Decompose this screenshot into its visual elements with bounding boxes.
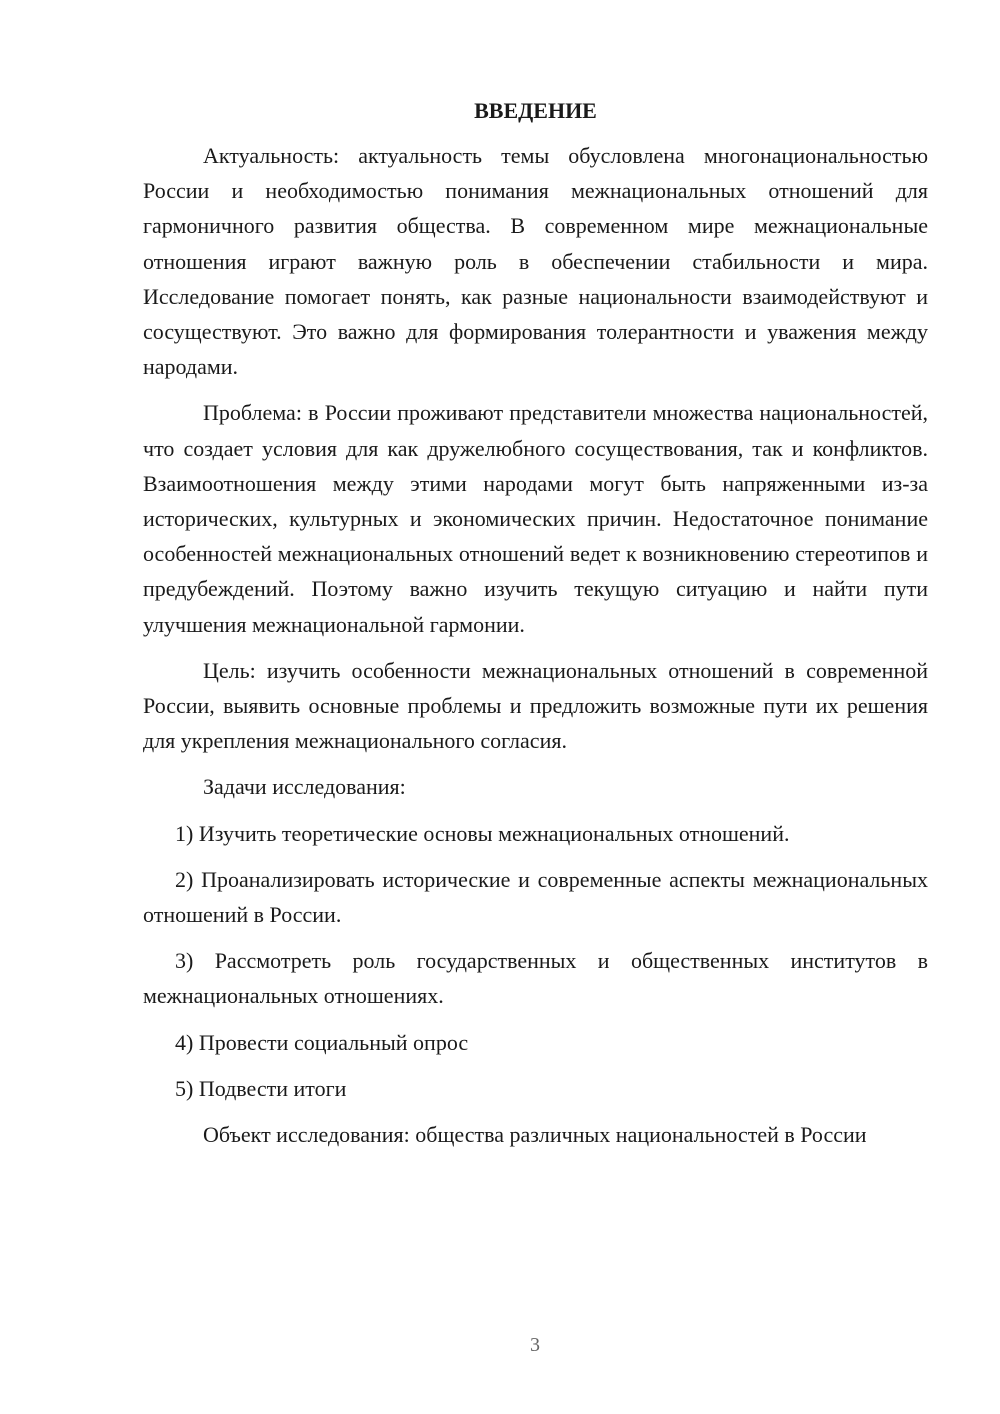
section-title: ВВЕДЕНИЕ (474, 98, 597, 123)
document-page (143, 96, 928, 1163)
task-item-5: 5) Подвести итоги (175, 1075, 347, 1101)
paragraph-goal: Цель: изучить особенности межнациональных отношений в современной России, выявить основные проблемы и предложить возможные пути их решения для укрепления межнационального согласия. (143, 657, 928, 754)
task-item-2: 2) Проанализировать исторические и современные аспекты межнациональных отношений в России. (143, 866, 928, 928)
paragraph-tasks-heading: Задачи исследования: (203, 774, 406, 800)
task-item-3: 3) Рассмотреть роль государственных и общественных институтов в межнациональных отношениях. (143, 948, 928, 1009)
task-item-1: 1) Изучить теоретические основы межнациональных отношений. (175, 820, 790, 846)
paragraph-object: Объект исследования: общества различных национальностей в России (203, 1122, 867, 1148)
paragraph-problem: Проблема: в России проживают представители множества национальностей, что создает условия для как дружелюбного сосуществования, так и конфликтов. Взаимоотношения между этими народами могут быть напряженными из-за исторических, культурных и экономических причин. Недостаточное понимание особенностей межнациональных отношений ведет к возникновению стереотипов и предубеждений. Поэтому важно изучить текущую ситуацию и найти пути улучшения межнациональной гармонии. (143, 400, 928, 637)
page-number: 3 (530, 1334, 540, 1356)
task-item-4: 4) Провести социальный опрос (175, 1029, 469, 1055)
paragraph-relevance: Актуальность: актуальность темы обусловлена многонациональностью России и необходимостью понимания межнациональных отношений для гармоничного развития общества. В современном мире межнациональные отношения играют важную роль в обеспечении стабильности и мира. Исследование помогает понять, как разные национальности взаимодействуют и сосуществуют. Это важно для формирования толерантности и уважения между народами. (143, 143, 928, 380)
